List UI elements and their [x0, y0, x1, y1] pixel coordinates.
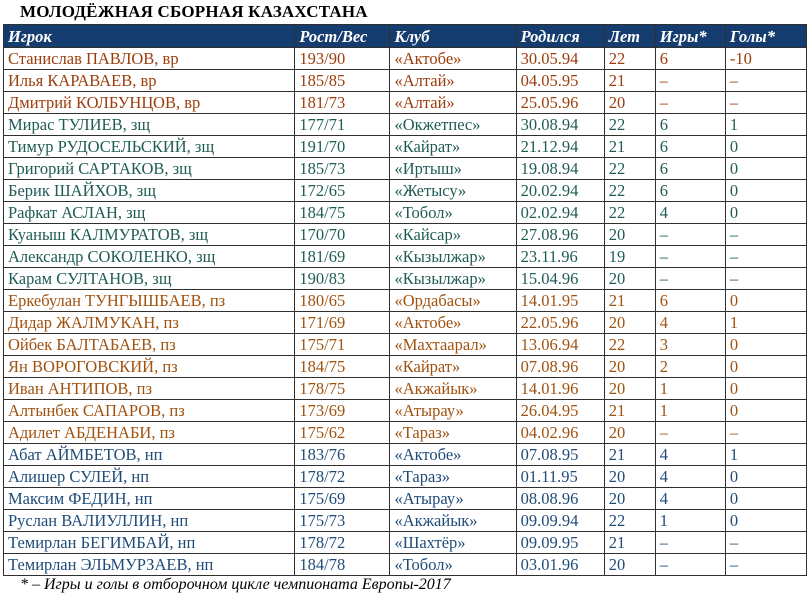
player-age: 20 — [604, 268, 655, 290]
table-row — [4, 180, 807, 202]
player-born: 01.11.95 — [516, 466, 604, 488]
player-name: Мирас ТУЛИЕВ, зщ — [4, 114, 295, 136]
table-row — [4, 444, 807, 466]
player-name: Станислав ПАВЛОВ, вр — [4, 48, 295, 70]
table-row — [4, 246, 807, 268]
player-games: – — [655, 246, 725, 268]
page-title: МОЛОДЁЖНАЯ СБОРНАЯ КАЗАХСТАНА — [20, 2, 368, 21]
table-row — [4, 334, 807, 356]
header-born: Родился — [516, 25, 604, 48]
player-games: 3 — [655, 334, 725, 356]
player-born: 30.05.94 — [516, 48, 604, 70]
player-height-weight: 183/76 — [295, 444, 390, 466]
player-games: 4 — [655, 312, 725, 334]
player-goals: – — [725, 70, 806, 92]
player-goals: – — [725, 554, 806, 576]
player-born: 09.09.94 — [516, 510, 604, 532]
player-goals: 0 — [725, 290, 806, 312]
player-goals: – — [725, 532, 806, 554]
table-row — [4, 158, 807, 180]
player-age: 20 — [604, 466, 655, 488]
player-games: – — [655, 422, 725, 444]
player-height-weight: 193/90 — [295, 48, 390, 70]
player-born: 07.08.95 — [516, 444, 604, 466]
table-row — [4, 268, 807, 290]
player-name: Темирлан ЭЛЬМУРЗАЕВ, нп — [4, 554, 295, 576]
player-age: 21 — [604, 136, 655, 158]
player-born: 09.09.95 — [516, 532, 604, 554]
player-games: 1 — [655, 510, 725, 532]
player-goals: -10 — [725, 48, 806, 70]
player-games: 1 — [655, 378, 725, 400]
table-row — [4, 510, 807, 532]
player-games: – — [655, 554, 725, 576]
player-games: – — [655, 268, 725, 290]
player-height-weight: 180/65 — [295, 290, 390, 312]
player-name: Руслан ВАЛИУЛЛИН, нп — [4, 510, 295, 532]
player-born: 22.05.96 — [516, 312, 604, 334]
player-name: Дидар ЖАЛМУКАН, пз — [4, 312, 295, 334]
player-height-weight: 185/73 — [295, 158, 390, 180]
player-age: 22 — [604, 48, 655, 70]
player-age: 20 — [604, 92, 655, 114]
player-club: «Кайрат» — [390, 356, 516, 378]
player-name: Александр СОКОЛЕНКО, зщ — [4, 246, 295, 268]
player-name: Алтынбек САПАРОВ, пз — [4, 400, 295, 422]
player-age: 22 — [604, 334, 655, 356]
player-games: 4 — [655, 488, 725, 510]
player-name: Еркебулан ТУНГЫШБАЕВ, пз — [4, 290, 295, 312]
player-club: «Тобол» — [390, 554, 516, 576]
player-goals: 1 — [725, 444, 806, 466]
player-born: 14.01.96 — [516, 378, 604, 400]
player-name: Карам СУЛТАНОВ, зщ — [4, 268, 295, 290]
player-club: «Атырау» — [390, 400, 516, 422]
player-club: «Атырау» — [390, 488, 516, 510]
player-goals: 0 — [725, 356, 806, 378]
table-row — [4, 224, 807, 246]
player-goals: 0 — [725, 510, 806, 532]
player-games: 6 — [655, 48, 725, 70]
player-games: 4 — [655, 444, 725, 466]
player-club: «Иртыш» — [390, 158, 516, 180]
player-born: 15.04.96 — [516, 268, 604, 290]
player-club: «Жетысу» — [390, 180, 516, 202]
player-name: Темирлан БЕГИМБАЙ, нп — [4, 532, 295, 554]
player-born: 14.01.95 — [516, 290, 604, 312]
player-height-weight: 175/62 — [295, 422, 390, 444]
player-height-weight: 181/69 — [295, 246, 390, 268]
player-name: Куаныш КАЛМУРАТОВ, зщ — [4, 224, 295, 246]
player-age: 22 — [604, 114, 655, 136]
table-row — [4, 312, 807, 334]
player-age: 21 — [604, 70, 655, 92]
table-row — [4, 114, 807, 136]
player-club: «Кайрат» — [390, 136, 516, 158]
roster-body — [4, 48, 807, 576]
player-height-weight: 170/70 — [295, 224, 390, 246]
player-games: 6 — [655, 290, 725, 312]
player-goals: – — [725, 246, 806, 268]
player-born: 30.08.94 — [516, 114, 604, 136]
player-born: 25.05.96 — [516, 92, 604, 114]
table-header-row — [4, 25, 807, 48]
player-goals: 0 — [725, 378, 806, 400]
player-club: «Алтай» — [390, 92, 516, 114]
player-club: «Актобе» — [390, 444, 516, 466]
player-height-weight: 190/83 — [295, 268, 390, 290]
player-name: Григорий САРТАКОВ, зщ — [4, 158, 295, 180]
player-born: 08.08.96 — [516, 488, 604, 510]
player-goals: 1 — [725, 312, 806, 334]
player-games: – — [655, 532, 725, 554]
player-height-weight: 173/69 — [295, 400, 390, 422]
player-age: 20 — [604, 422, 655, 444]
player-games: 6 — [655, 114, 725, 136]
player-born: 13.06.94 — [516, 334, 604, 356]
player-games: 2 — [655, 356, 725, 378]
player-born: 04.02.96 — [516, 422, 604, 444]
player-name: Максим ФЕДИН, нп — [4, 488, 295, 510]
table-row — [4, 290, 807, 312]
player-age: 20 — [604, 554, 655, 576]
player-club: «Акжайык» — [390, 510, 516, 532]
player-height-weight: 184/75 — [295, 356, 390, 378]
player-height-weight: 184/78 — [295, 554, 390, 576]
player-height-weight: 172/65 — [295, 180, 390, 202]
player-name: Берик ШАЙХОВ, зщ — [4, 180, 295, 202]
player-games: 6 — [655, 136, 725, 158]
player-goals: 0 — [725, 334, 806, 356]
player-born: 02.02.94 — [516, 202, 604, 224]
player-age: 21 — [604, 400, 655, 422]
player-name: Дмитрий КОЛБУНЦОВ, вр — [4, 92, 295, 114]
player-name: Абат АЙМБЕТОВ, нп — [4, 444, 295, 466]
player-age: 22 — [604, 180, 655, 202]
header-height-weight: Рост/Вес — [295, 25, 390, 48]
player-born: 07.08.96 — [516, 356, 604, 378]
player-goals: 0 — [725, 180, 806, 202]
player-goals: – — [725, 92, 806, 114]
footnote: * – Игры и голы в отборочном цикле чемпионата Европы-2017 — [20, 576, 451, 593]
player-age: 20 — [604, 356, 655, 378]
player-height-weight: 191/70 — [295, 136, 390, 158]
header-club: Клуб — [390, 25, 516, 48]
player-goals: – — [725, 422, 806, 444]
player-club: «Кайсар» — [390, 224, 516, 246]
player-club: «Тобол» — [390, 202, 516, 224]
player-name: Тимур РУДОСЕЛЬСКИЙ, зщ — [4, 136, 295, 158]
player-height-weight: 178/72 — [295, 532, 390, 554]
player-games: 4 — [655, 466, 725, 488]
table-row — [4, 532, 807, 554]
player-born: 26.04.95 — [516, 400, 604, 422]
player-goals: 1 — [725, 114, 806, 136]
player-club: «Тараз» — [390, 422, 516, 444]
player-height-weight: 177/71 — [295, 114, 390, 136]
player-goals: 0 — [725, 136, 806, 158]
player-age: 21 — [604, 444, 655, 466]
player-club: «Алтай» — [390, 70, 516, 92]
player-height-weight: 175/69 — [295, 488, 390, 510]
player-age: 20 — [604, 488, 655, 510]
player-height-weight: 181/73 — [295, 92, 390, 114]
player-goals: 0 — [725, 202, 806, 224]
player-club: «Тараз» — [390, 466, 516, 488]
player-games: – — [655, 224, 725, 246]
header-player: Игрок — [4, 25, 295, 48]
player-goals: – — [725, 268, 806, 290]
player-club: «Кызылжар» — [390, 246, 516, 268]
player-name: Илья КАРАВАЕВ, вр — [4, 70, 295, 92]
player-club: «Акжайык» — [390, 378, 516, 400]
player-club: «Актобе» — [390, 312, 516, 334]
player-height-weight: 185/85 — [295, 70, 390, 92]
player-age: 19 — [604, 246, 655, 268]
roster-table — [3, 24, 807, 576]
player-age: 22 — [604, 202, 655, 224]
player-height-weight: 178/72 — [295, 466, 390, 488]
player-club: «Кызылжар» — [390, 268, 516, 290]
player-born: 21.12.94 — [516, 136, 604, 158]
player-name: Алишер СУЛЕЙ, нп — [4, 466, 295, 488]
player-games: 4 — [655, 202, 725, 224]
player-height-weight: 175/71 — [295, 334, 390, 356]
player-games: – — [655, 92, 725, 114]
table-row — [4, 422, 807, 444]
player-goals: 0 — [725, 158, 806, 180]
player-height-weight: 184/75 — [295, 202, 390, 224]
player-name: Адилет АБДЕНАБИ, пз — [4, 422, 295, 444]
table-row — [4, 378, 807, 400]
player-name: Рафкат АСЛАН, зщ — [4, 202, 295, 224]
table-row — [4, 70, 807, 92]
player-name: Ян ВОРОГОВСКИЙ, пз — [4, 356, 295, 378]
player-club: «Шахтёр» — [390, 532, 516, 554]
player-height-weight: 171/69 — [295, 312, 390, 334]
player-games: 1 — [655, 400, 725, 422]
player-goals: 0 — [725, 488, 806, 510]
header-age: Лет — [604, 25, 655, 48]
player-born: 03.01.96 — [516, 554, 604, 576]
header-goals: Голы* — [725, 25, 806, 48]
table-row — [4, 92, 807, 114]
player-born: 20.02.94 — [516, 180, 604, 202]
table-row — [4, 400, 807, 422]
table-row — [4, 48, 807, 70]
player-club: «Окжетпес» — [390, 114, 516, 136]
player-age: 21 — [604, 290, 655, 312]
player-games: 6 — [655, 180, 725, 202]
header-games: Игры* — [655, 25, 725, 48]
player-age: 20 — [604, 224, 655, 246]
player-name: Иван АНТИПОВ, пз — [4, 378, 295, 400]
player-born: 04.05.95 — [516, 70, 604, 92]
player-goals: 0 — [725, 400, 806, 422]
player-height-weight: 175/73 — [295, 510, 390, 532]
player-name: Ойбек БАЛТАБАЕВ, пз — [4, 334, 295, 356]
table-row — [4, 136, 807, 158]
player-born: 19.08.94 — [516, 158, 604, 180]
table-row — [4, 554, 807, 576]
player-goals: 0 — [725, 466, 806, 488]
player-games: – — [655, 70, 725, 92]
table-row — [4, 356, 807, 378]
player-goals: – — [725, 224, 806, 246]
player-height-weight: 178/75 — [295, 378, 390, 400]
player-age: 22 — [604, 510, 655, 532]
player-born: 23.11.96 — [516, 246, 604, 268]
player-games: 6 — [655, 158, 725, 180]
player-club: «Махтаарал» — [390, 334, 516, 356]
player-club: «Актобе» — [390, 48, 516, 70]
player-age: 20 — [604, 312, 655, 334]
player-age: 21 — [604, 532, 655, 554]
table-row — [4, 466, 807, 488]
player-born: 27.08.96 — [516, 224, 604, 246]
table-row — [4, 488, 807, 510]
player-age: 22 — [604, 158, 655, 180]
player-age: 20 — [604, 378, 655, 400]
player-club: «Ордабасы» — [390, 290, 516, 312]
table-row — [4, 202, 807, 224]
